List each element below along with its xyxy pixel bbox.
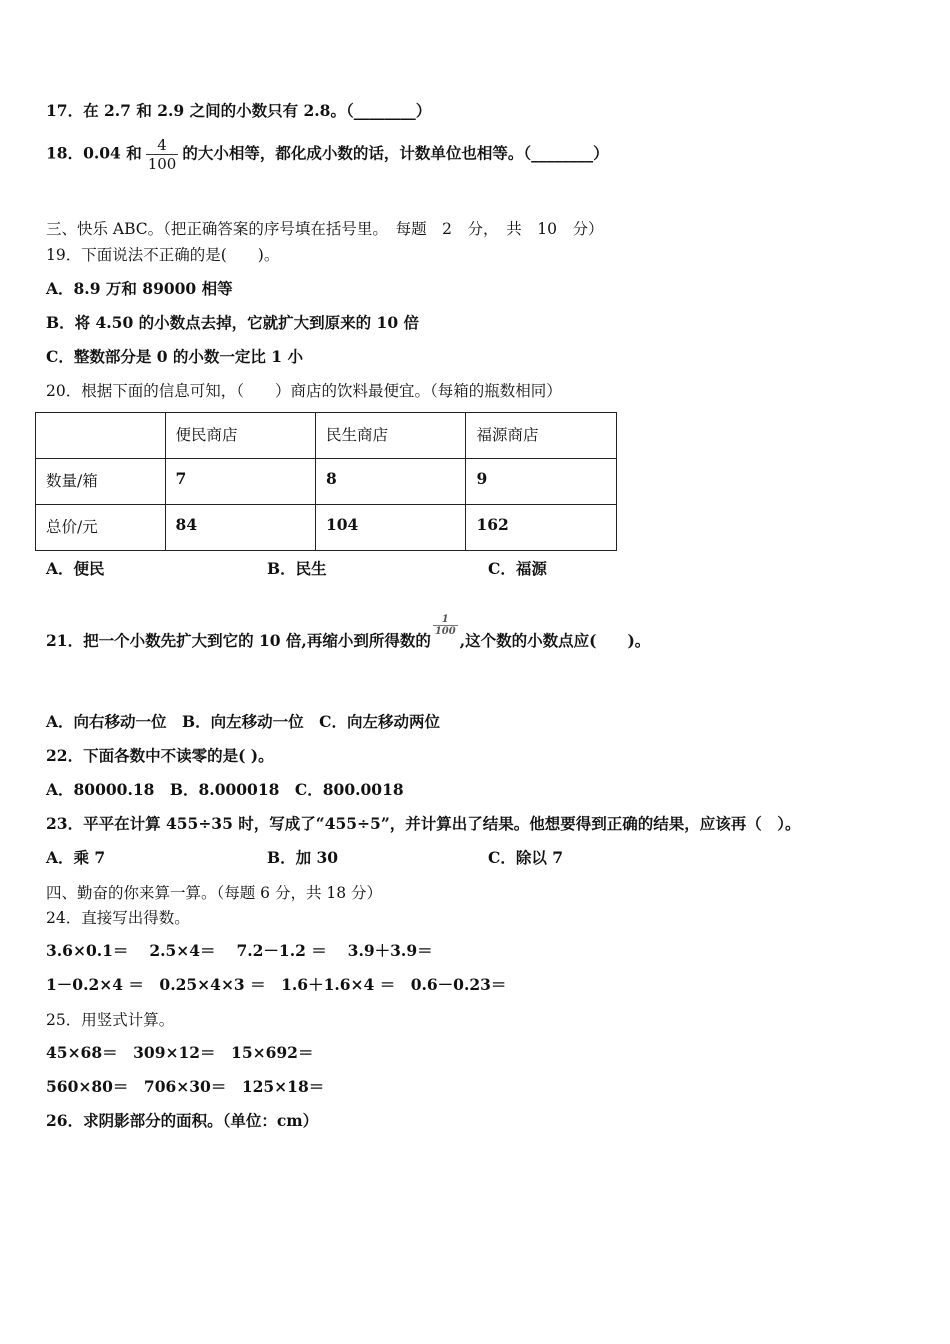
q24-row-2: 1－0.2×4 ＝ 0.25×4×3 ＝ 1.6＋1.6×4 ＝ 0.6－0.23＝ bbox=[46, 975, 507, 994]
q21-suffix: ,这个数的小数点应( )。 bbox=[459, 631, 651, 650]
table-cell: 民生商店 bbox=[315, 413, 466, 459]
question-19-stem: 19．下面说法不正确的是( )。 bbox=[46, 246, 280, 264]
table-cell: 9 bbox=[466, 459, 617, 505]
q20-option-b: B．民生 bbox=[267, 559, 327, 578]
q19-option-a: A．8.9 万和 89000 相等 bbox=[46, 279, 233, 298]
question-18 bbox=[46, 136, 609, 173]
fraction-denominator: 100 bbox=[147, 155, 177, 173]
q21-options: A．向右移动一位 B．向左移动一位 C．向左移动两位 bbox=[46, 712, 440, 731]
question-21-stem bbox=[46, 614, 650, 651]
q23-option-c: C．除以 7 bbox=[488, 848, 564, 867]
table-cell: 162 bbox=[466, 505, 617, 551]
question-23-stem: 23．平平在计算 455÷35 时，写成了“455÷5”，并计算出了结果。他想要得到正确的结果，应该再（ ）。 bbox=[46, 814, 801, 833]
table-row bbox=[36, 459, 617, 505]
question-24-stem: 24．直接写出得数。 bbox=[46, 909, 190, 927]
table-header-row bbox=[36, 413, 617, 459]
q20-option-c: C．福源 bbox=[488, 559, 547, 578]
q24-row-1: 3.6×0.1＝ 2.5×4＝ 7.2－1.2 ＝ 3.9＋3.9＝ bbox=[46, 941, 433, 960]
q22-options: A．80000.18 B．8.000018 C．800.0018 bbox=[46, 780, 404, 799]
q25-row-2: 560×80＝ 706×30＝ 125×18＝ bbox=[46, 1077, 325, 1096]
section-4-heading: 四、勤奋的你来算一算。（每题 6 分，共 18 分） bbox=[46, 884, 383, 902]
q23-option-a: A．乘 7 bbox=[46, 848, 106, 867]
fraction-numerator: 4 bbox=[157, 136, 167, 154]
shop-price-table bbox=[35, 412, 617, 551]
table-cell: 104 bbox=[315, 505, 466, 551]
q21-prefix: 21．把一个小数先扩大到它的 10 倍,再缩小到所得数的 bbox=[46, 631, 431, 650]
fraction-numerator: 1 bbox=[441, 614, 449, 625]
question-20-stem: 20．根据下面的信息可知，（ ）商店的饮料最便宜。（每箱的瓶数相同） bbox=[46, 382, 562, 400]
fraction-1-100 bbox=[433, 614, 458, 637]
q18-prefix: 18．0.04 和 bbox=[46, 143, 142, 163]
fraction-4-100 bbox=[146, 136, 179, 173]
q20-option-a: A．便民 bbox=[46, 559, 105, 578]
table-cell: 便民商店 bbox=[165, 413, 315, 459]
table-cell: 福源商店 bbox=[466, 413, 617, 459]
question-17: 17．在 2.7 和 2.9 之间的小数只有 2.8。（________） bbox=[46, 101, 432, 120]
q18-suffix: 的大小相等，都化成小数的话，计数单位也相等。（________） bbox=[182, 143, 609, 163]
q25-row-1: 45×68＝ 309×12＝ 15×692＝ bbox=[46, 1043, 314, 1062]
question-25-stem: 25．用竖式计算。 bbox=[46, 1011, 175, 1029]
table-cell: 总价/元 bbox=[36, 505, 166, 551]
q19-option-b: B．将 4.50 的小数点去掉，它就扩大到原来的 10 倍 bbox=[46, 313, 420, 332]
q19-option-c: C．整数部分是 0 的小数一定比 1 小 bbox=[46, 347, 303, 366]
question-26: 26．求阴影部分的面积。（单位：cm） bbox=[46, 1111, 319, 1130]
table-cell: 数量/箱 bbox=[36, 459, 166, 505]
table-cell: 7 bbox=[165, 459, 315, 505]
table-cell: 84 bbox=[165, 505, 315, 551]
q23-option-b: B．加 30 bbox=[267, 848, 339, 867]
table-cell bbox=[36, 413, 166, 459]
fraction-denominator: 100 bbox=[434, 626, 456, 637]
table-cell: 8 bbox=[315, 459, 466, 505]
table-row bbox=[36, 505, 617, 551]
section-3-heading: 三、快乐 ABC。（把正确答案的序号填在括号里。 每题 2 分， 共 10 分） bbox=[46, 220, 604, 238]
question-22-stem: 22．下面各数中不读零的是( )。 bbox=[46, 746, 274, 765]
